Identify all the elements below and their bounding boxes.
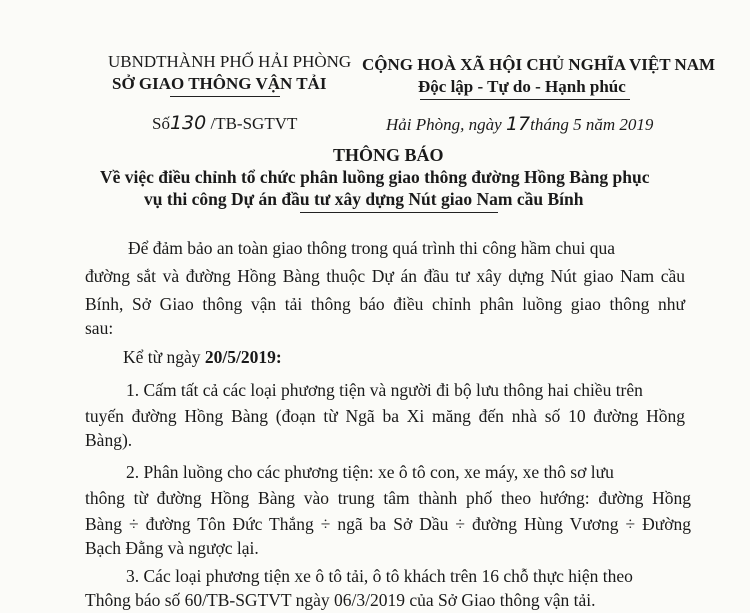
item-3-line-2: Thông báo số 60/TB-SGTVT ngày 06/3/2019 của Sở Giao thông vận tải.: [85, 590, 596, 610]
reference-prefix: Số: [152, 114, 170, 133]
item-1-line-1: 1. Cấm tất cả các loại phương tiện và người đi bộ lưu thông hai chiều trên: [126, 380, 643, 400]
reference-handwritten-number: 130: [169, 112, 207, 134]
effective-date-label: Kể từ ngày: [123, 347, 201, 367]
issue-date: [386, 113, 653, 135]
intro-line-1: Để đảm bảo an toàn giao thông trong quá trình thi công hầm chui qua: [128, 238, 615, 258]
effective-date-value: 20/5/2019:: [204, 347, 282, 367]
reference-suffix: /TB-SGTVT: [210, 114, 298, 133]
item-2-line-2: thông từ đường Hồng Bàng vào trung tâm thành phố theo hướng: đường Hồng: [85, 488, 691, 508]
intro-line-4: sau:: [85, 318, 114, 338]
header-motto: Độc lập - Tự do - Hạnh phúc: [418, 77, 626, 96]
item-1-line-3: Bàng).: [85, 430, 133, 450]
item-2-line-3: Bàng ÷ đường Tôn Đức Thắng ÷ ngã ba Sở Dầu ÷ đường Hùng Vương ÷ Đường: [85, 514, 691, 534]
header-agency-line2: SỞ GIAO THÔNG VẬN TẢI: [112, 74, 327, 93]
document-subject-line2: vụ thi công Dự án đầu tư xây dựng Nút giao Nam cầu Bính: [144, 189, 584, 209]
intro-line-2: đường sắt và đường Hồng Bàng thuộc Dự án đầu tư xây dựng Nút giao Nam cầu: [85, 266, 685, 286]
header-agency-line1: UBNDTHÀNH PHỐ HẢI PHÒNG: [108, 52, 352, 71]
item-2-line-4: Bạch Đằng và ngược lại.: [85, 538, 259, 558]
date-prefix: Hải Phòng, ngày: [386, 115, 502, 134]
subject-underline: [300, 212, 498, 213]
reference-number: [152, 112, 297, 134]
header-right-underline: [420, 99, 630, 100]
date-rest: tháng 5 năm 2019: [530, 115, 654, 134]
date-handwritten-day: 17: [505, 113, 531, 135]
document-subject-line1: Về việc điều chỉnh tổ chức phân luồng giao thông đường Hồng Bàng phục: [100, 167, 650, 187]
header-nation-line1: CỘNG HOÀ XÃ HỘI CHỦ NGHĨA VIỆT NAM: [362, 55, 716, 74]
document-title: THÔNG BÁO: [333, 145, 444, 165]
effective-date: [123, 347, 282, 368]
header-left-underline: [170, 96, 280, 97]
item-3-line-1: 3. Các loại phương tiện xe ô tô tải, ô tô khách trên 16 chỗ thực hiện theo: [126, 566, 633, 586]
item-1-line-2: tuyến đường Hồng Bàng (đoạn từ Ngã ba Xi măng đến nhà số 10 đường Hồng: [85, 406, 685, 426]
intro-line-3: Bính, Sở Giao thông vận tải thông báo điều chỉnh phân luồng giao thông như: [85, 294, 685, 314]
item-2-line-1: 2. Phân luồng cho các phương tiện: xe ô tô con, xe máy, xe thô sơ lưu: [126, 462, 614, 482]
